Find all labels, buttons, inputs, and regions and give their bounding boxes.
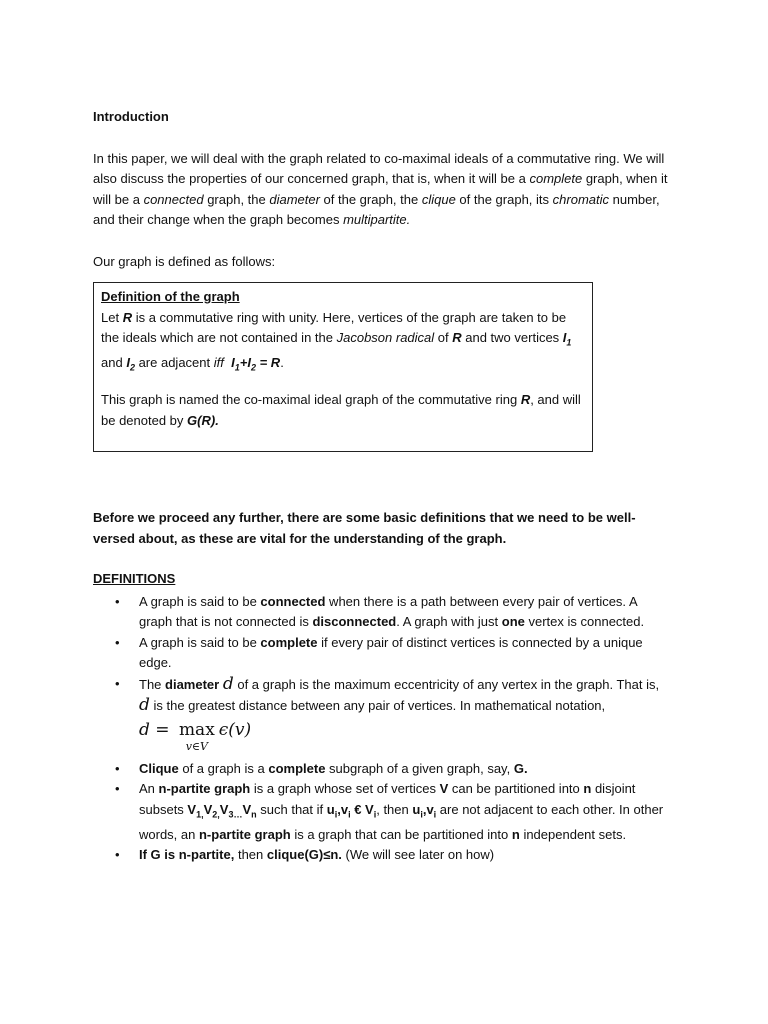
text: An [139,781,159,797]
text: is a graph whose set of vertices [250,781,440,797]
definitions-list [93,592,673,866]
definitions-heading: DEFINITIONS [93,571,176,587]
text-italic: chromatic [552,191,610,207]
intro-heading: Introduction [93,109,169,124]
math-symbol: d [139,695,150,716]
text-italic: iff [213,355,224,371]
text-bold: disconnected [312,614,397,630]
text-italic: Jacobson radical [336,330,435,345]
text: independent sets. [519,826,627,842]
text: of the graph, its [455,191,553,207]
text: Let [101,309,123,325]
text-bold: n [583,781,592,797]
text-bold: diameter [165,676,220,692]
text-bold: connected [260,593,326,609]
list-item [139,779,673,845]
text-bold: u [412,801,421,817]
text: are adjacent [134,355,214,371]
subscript: i [348,809,351,820]
text-italic: complete [529,171,583,186]
symbol-R: R [452,330,462,345]
formula-lhs: d = [139,719,175,740]
subscript: 2, [212,809,220,820]
text-italic: connected [143,191,204,207]
text: subgraph of a given graph, say, [325,760,514,776]
symbol-GR: G(R). [187,412,219,428]
symbol: +I [239,355,251,371]
text-bold: ,v [337,801,349,817]
text-bold: V [242,801,252,817]
subscript: n [251,809,257,820]
definition-paragraph [101,308,585,379]
text: This graph is named the co-maximal ideal graph of the commutative ring [101,392,521,408]
text: , and will be denoted by [101,392,581,428]
text-bold: V [219,801,229,817]
list-item [139,674,673,753]
text: In this paper, we will deal with the graph related to co-maximal ideals of a commutative ring. We will also discuss the properties of our concerned graph, that is, when it will be a [93,150,665,186]
subscript: 1, [196,809,204,820]
text-bold: V [439,781,449,797]
text: and two vertices [461,330,563,345]
text-bold: clique(G)≤n. [266,847,342,863]
document-page [93,107,673,866]
text: , then [376,801,413,817]
list-item [139,592,673,633]
intro-paragraph-2: Our graph is defined as follows: [93,253,276,269]
list-item [139,845,673,866]
text-italic: diameter [269,191,320,207]
text: The [139,676,166,692]
text-bold: G. [513,760,528,776]
preface-paragraph: Before we proceed any further, there are some basic definitions that we need to be well-versed about, as these are vital for the understanding of the graph. [93,510,636,546]
definition-title: Definition of the graph [101,289,240,304]
text: . A graph with just [396,614,502,630]
symbol: = R [255,355,281,371]
list-item [139,759,673,780]
symbol-I: I [126,355,130,371]
text: can be partitioned into [448,781,584,797]
text-bold: V [203,801,213,817]
text: . [280,355,284,371]
text-bold: Clique [139,760,179,776]
text-bold: one [501,614,525,630]
subscript: i [373,809,377,820]
subscript: 1 [234,362,240,373]
text-bold: complete [260,634,318,650]
text: A graph is said to be [139,593,261,609]
text: are not adjacent to each other. In other words, an [139,801,664,842]
text-bold: u [326,801,335,817]
text: if every pair of distinct vertices is connected by a unique edge. [139,634,643,671]
definition-paragraph-2 [101,390,585,431]
subscript: 1 [566,337,572,348]
text-bold: n-partite graph [158,781,251,797]
text: of [434,330,453,345]
subscript: 2 [129,362,135,373]
text-bold: complete [268,760,326,776]
text: and [101,355,127,371]
text: vertex is connected. [524,614,645,630]
text-bold: n-partite graph [198,826,291,842]
text: such that if [256,801,327,817]
text-bold: If G is n-partite, [139,847,235,863]
diameter-formula [139,719,673,753]
text: number, and their change when the graph becomes [93,191,660,227]
text: of a graph is the maximum eccentricity of any vertex in the graph. That is, [233,676,660,692]
text: graph, when it will be a [93,171,668,207]
list-item [139,633,673,674]
text: is a commutative ring with unity. Here, vertices of the graph are taken to be the ideals which are not contained in the [101,309,567,345]
symbol-I: I [231,355,235,371]
subscript: 3… [228,809,243,820]
text-italic: clique [421,191,456,207]
text-italic: multipartite. [343,212,411,227]
text: then [234,847,267,863]
text: graph, the [203,191,270,207]
text: is the greatest distance between any pair of vertices. In mathematical notation, [149,698,606,714]
formula-max-op: max [178,719,215,740]
text-bold: V [187,801,197,817]
subscript: i [334,809,338,820]
subscript: i [420,809,423,820]
formula-subscript: v∈V [185,739,209,753]
symbol-I: I [562,330,567,345]
definition-box [93,282,593,452]
text: of a graph is a [178,760,269,776]
text [224,355,231,370]
formula-rhs: ϵ(v) [218,719,252,740]
text: (We will see later on how) [341,847,495,863]
text: A graph is said to be [139,634,261,650]
intro-paragraph [93,149,673,231]
math-symbol: d [222,673,234,694]
text-bold: n [511,826,520,842]
text: is a graph that can be partitioned into [290,826,512,842]
text-bold: ,v [422,801,434,817]
subscript: i [433,809,437,820]
text: when there is a path between every pair of vertices. A graph that is not connected is [139,593,637,630]
formula-max [179,719,215,753]
subscript: 2 [250,362,256,373]
symbol-R: R [122,309,133,325]
symbol-R: R [520,392,531,408]
text-bold: € V [350,801,374,817]
text: disjoint subsets [139,781,636,817]
text: of the graph, the [319,191,422,207]
